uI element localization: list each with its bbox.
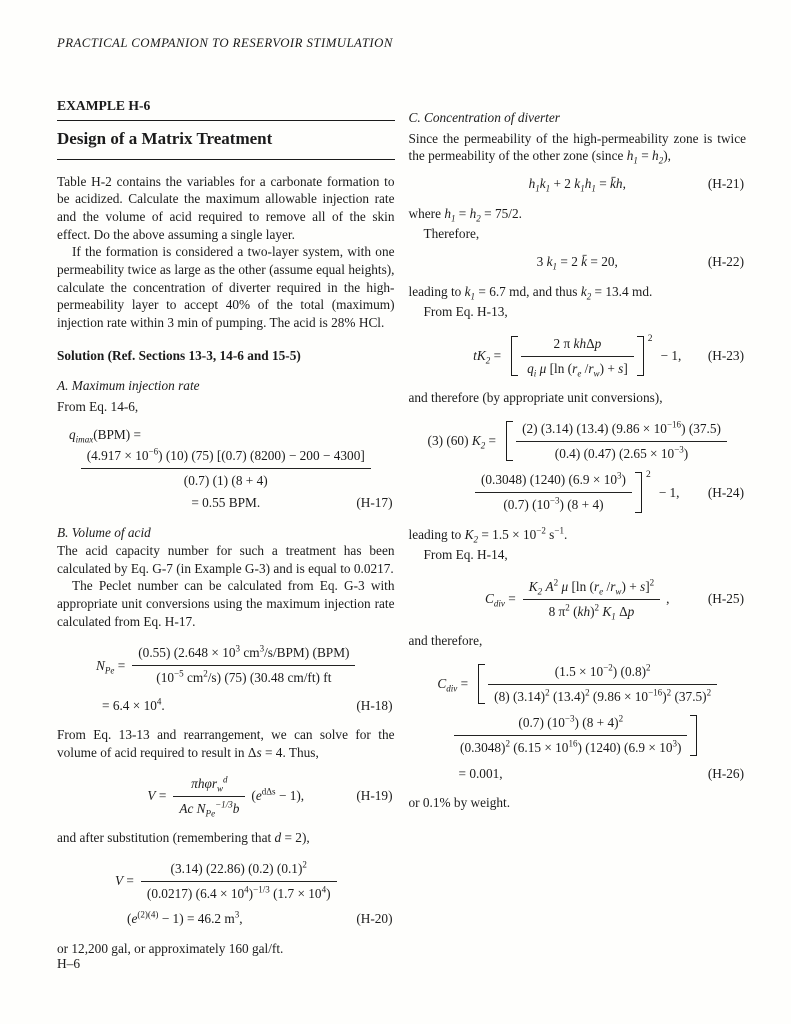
page-title: Design of a Matrix Treatment <box>57 121 395 160</box>
equation-number: (H-18) <box>356 697 393 713</box>
fraction <box>173 775 245 817</box>
equation-lhs: $C_{div}$ = <box>437 676 469 695</box>
equation-result: = $6.4 \times 10^4$. <box>102 696 165 713</box>
fraction-numerator: (3.14) (22.86) (0.2) $(0.1)^2$ <box>141 860 337 882</box>
equation-line-2 <box>409 714 747 756</box>
fraction-numerator: $(4.917 \times 10^{-6})$ (10) (75) [(0.7) (8200) − 200 − 4300] <box>81 447 371 469</box>
fraction-denominator: (0.7) (1) (8 + 4) <box>183 473 268 489</box>
therefore-line: Therefore, <box>423 226 480 242</box>
section-b-heading: B. Volume of acid <box>57 525 151 541</box>
fraction-numerator: πhφr$_w^d$ <box>173 775 245 797</box>
equation-lhs: (3) (60) $K_2$ = <box>427 433 497 452</box>
fraction <box>521 335 634 377</box>
fraction-denominator: (8) $(3.14)^2$ $(13.4)^2$ $(9.86 \times 10^{-16})^2$ $(37.5)^2$ <box>494 687 712 704</box>
fraction-numerator: $K_2$ $A^2$ μ [ln ($r_e$ $/r_w) + s]^2$ <box>523 578 660 600</box>
equation-lhs: V = <box>147 788 167 804</box>
equation-line-1 <box>409 420 747 462</box>
equation-result-line <box>409 765 747 783</box>
fraction-denominator: $(0.3048)^2$ $(6.15 \times 10^{16})$ (1240) $(6.9 \times 10^3)$ <box>460 738 682 756</box>
volume-final-line: or 12,200 gal, or approximately 160 gal/ft. <box>57 940 284 956</box>
fraction-numerator: (2) (3.14) (13.4) $(9.86 \times 10^{-16})$ (37.5) <box>516 420 727 442</box>
page-number: H–6 <box>57 956 81 971</box>
right-bracket <box>635 472 642 512</box>
equation-lhs: $N_{Pe}$ = <box>96 657 126 676</box>
equation-h26 <box>409 663 747 782</box>
bracket-exponent: 2 <box>645 470 651 481</box>
fraction-1 <box>516 420 727 462</box>
equation-number: (H-21) <box>707 176 744 192</box>
two-column-layout <box>57 97 746 958</box>
equation-result: = 0.001, <box>458 765 503 781</box>
fraction-2 <box>475 471 632 513</box>
right-bracket <box>637 336 644 376</box>
section-a-heading: A. Maximum injection rate <box>57 378 200 394</box>
section-b-paragraph-3: From Eq. 13-13 and rearrangement, we can solve for the volume of acid required to result in Δs = 4. Thus, <box>57 727 395 761</box>
leading-line-2: leading to $K_2 = 1.5 \times 10^{-2}$ $s^{-1}$. <box>408 525 568 545</box>
fraction <box>81 447 371 489</box>
equation-lhs: $tK_2$ = <box>473 348 502 367</box>
equation-text: 3 $k_1 = 2$ k̄ = 20, <box>536 254 618 272</box>
equation-fraction-line <box>57 860 395 902</box>
fraction-denominator: (0.7) $(10^{-3}) (8 + 4)$ <box>503 495 604 513</box>
fraction-denominator: ($10^{-5}$ $cm^2/s$) (75) (30.48 cm/ft) ft <box>156 668 332 686</box>
equation-lhs: $q_{imax}$ (BPM) = <box>69 426 141 445</box>
bracket-exponent: 2 <box>647 334 653 345</box>
fraction-numerator: (0.55) ($2.648 \times 10^3$ $cm^3/s/BPM$) (BPM) <box>132 644 355 666</box>
right-bracket <box>690 715 697 755</box>
fraction-numerator: (0.7) $(10^{-3}) (8 + 4)^2$ <box>454 714 687 736</box>
equation-number: (H-20) <box>356 911 393 927</box>
equation-tail: , <box>666 591 670 607</box>
fraction <box>132 644 355 686</box>
example-label: EXAMPLE H-6 <box>57 97 395 121</box>
fraction-denominator: Ac $N_{Pe}^{-1/3}b$ <box>179 799 240 819</box>
equation-body <box>409 175 747 193</box>
equation-result-line <box>57 910 395 928</box>
equation-body <box>409 578 747 620</box>
equation-number: (H-19) <box>356 788 393 804</box>
fraction-1 <box>488 663 717 705</box>
section-b-paragraph-1: The acid capacity number for such a treatment has been calculated by Eq. G-7 (in Example G-3) and is equal to 0.0217. <box>57 543 395 576</box>
equation-body <box>409 335 747 377</box>
and-therefore-line-1: and therefore (by appropriate unit conversions), <box>408 390 663 406</box>
equation-h24 <box>409 420 747 514</box>
fraction-numerator: $(1.5 \times 10^{-2})$ $(0.8)^2$ <box>488 663 717 685</box>
section-c-paragraph-1: Since the permeability of the high-permeability zone is twice the permeability of the other zone (since $h_1 = h_2$), <box>408 130 746 166</box>
fraction <box>141 860 337 902</box>
equation-h23 <box>409 335 747 377</box>
equation-result: $(e^{(2)(4)} - 1) = 46.2$ $m^3$, <box>127 909 243 927</box>
substitution-line: and after substitution (remembering that d = 2), <box>57 830 310 846</box>
left-bracket <box>511 336 518 376</box>
equation-number: (H-24) <box>707 484 744 500</box>
section-a-intro: From Eq. 14-6, <box>57 399 139 415</box>
equation-number: (H-26) <box>707 765 744 781</box>
equation-number: (H-23) <box>707 348 744 364</box>
equation-result: = 0.55 BPM. <box>191 494 261 510</box>
equation-tail: $(e^{d\Delta s} - 1)$, <box>251 786 305 804</box>
fraction-numerator: (0.3048) (1240) $(6.9 \times 10^3)$ <box>475 471 632 493</box>
from-eq-h13-line: From Eq. H-13, <box>423 304 508 320</box>
equation-h22 <box>409 253 747 271</box>
left-column <box>57 97 395 958</box>
equation-tail: − 1, <box>660 348 682 364</box>
equation-h21 <box>409 175 747 193</box>
and-therefore-line-2: and therefore, <box>408 633 483 649</box>
equation-lhs: V = <box>114 873 134 889</box>
equation-h18 <box>57 644 395 714</box>
equation-line-2 <box>409 471 747 513</box>
equation-line-1 <box>409 663 747 705</box>
fraction-denominator: $q_i$ μ [ln ($r_e$ $/r_w) + s$] <box>527 360 628 379</box>
equation-number: (H-17) <box>356 494 393 510</box>
equation-result-line <box>57 697 395 715</box>
equation-number: (H-25) <box>707 591 744 607</box>
fraction-denominator: (0.4) (0.47) $(2.65 \times 10^{-3})$ <box>554 444 689 461</box>
equation-lhs: $C_{div}$ = <box>485 591 516 610</box>
intro-paragraph-1: Table H-2 contains the variables for a carbonate formation to be acidized. Calculate the maximum allowable injection rate and the volume of acid required to remove all of the skin effect. Do the above assuming a single layer. <box>57 173 395 242</box>
solution-heading: Solution (Ref. Sections 13-3, 14-6 and 15-5) <box>57 347 301 363</box>
fraction <box>523 578 660 620</box>
diverter-final-line: or 0.1% by weight. <box>408 795 511 811</box>
fraction-2 <box>454 714 687 756</box>
equation-result-line <box>57 494 395 512</box>
intro-paragraph-2: If the formation is considered a two-layer system, with one permeability twice as large as the other (assume equal heights), calculate the concentration of diverter required in the high-permeability layer to accept 40% of the total (maximum) injection rate within 3 min of pumping. The acid is 28% HCl. <box>57 244 395 331</box>
left-bracket <box>478 664 485 704</box>
leading-line-1: leading to $k_1 = 6.7$ md, and thus $k_2 = 13.4$ md. <box>408 283 653 302</box>
section-c-heading: C. Concentration of diverter <box>408 110 560 125</box>
fraction-numerator: 2 π khΔp <box>521 335 634 357</box>
equation-body <box>409 253 747 271</box>
where-line: where $h_1 = h_2 = 75/2$. <box>408 205 522 224</box>
running-header: PRACTICAL COMPANION TO RESERVOIR STIMULATION <box>57 36 393 50</box>
equation-h17 <box>57 426 395 512</box>
equation-number: (H-22) <box>707 254 744 270</box>
left-bracket <box>506 421 513 461</box>
equation-h19 <box>57 775 395 817</box>
section-b-paragraph-2: The Peclet number can be calculated from Eq. G-3 with appropriate unit conversions using the maximum injection rate calculated from Eq. H-17. <box>57 578 395 629</box>
equation-body <box>57 775 395 817</box>
from-eq-h14-line: From Eq. H-14, <box>423 547 508 563</box>
equation-h25 <box>409 578 747 620</box>
right-column <box>409 97 747 958</box>
fraction-denominator: (0.0217) $(6.4 \times 10^4)^{-1/3}$ $(1.7 \times 10^4)$ <box>146 884 331 901</box>
equation-tail: − 1, <box>658 484 680 500</box>
equation-text: $h_1k_1 + 2$ $k_1h_1$ = k̄h, <box>528 176 626 194</box>
fraction-denominator: 8 $\pi^2$ (kh)$^2$ $K_1$ Δp <box>548 602 635 622</box>
equation-fraction-line <box>57 644 395 686</box>
equation-h20 <box>57 860 395 928</box>
equation-fraction-line <box>57 447 395 489</box>
